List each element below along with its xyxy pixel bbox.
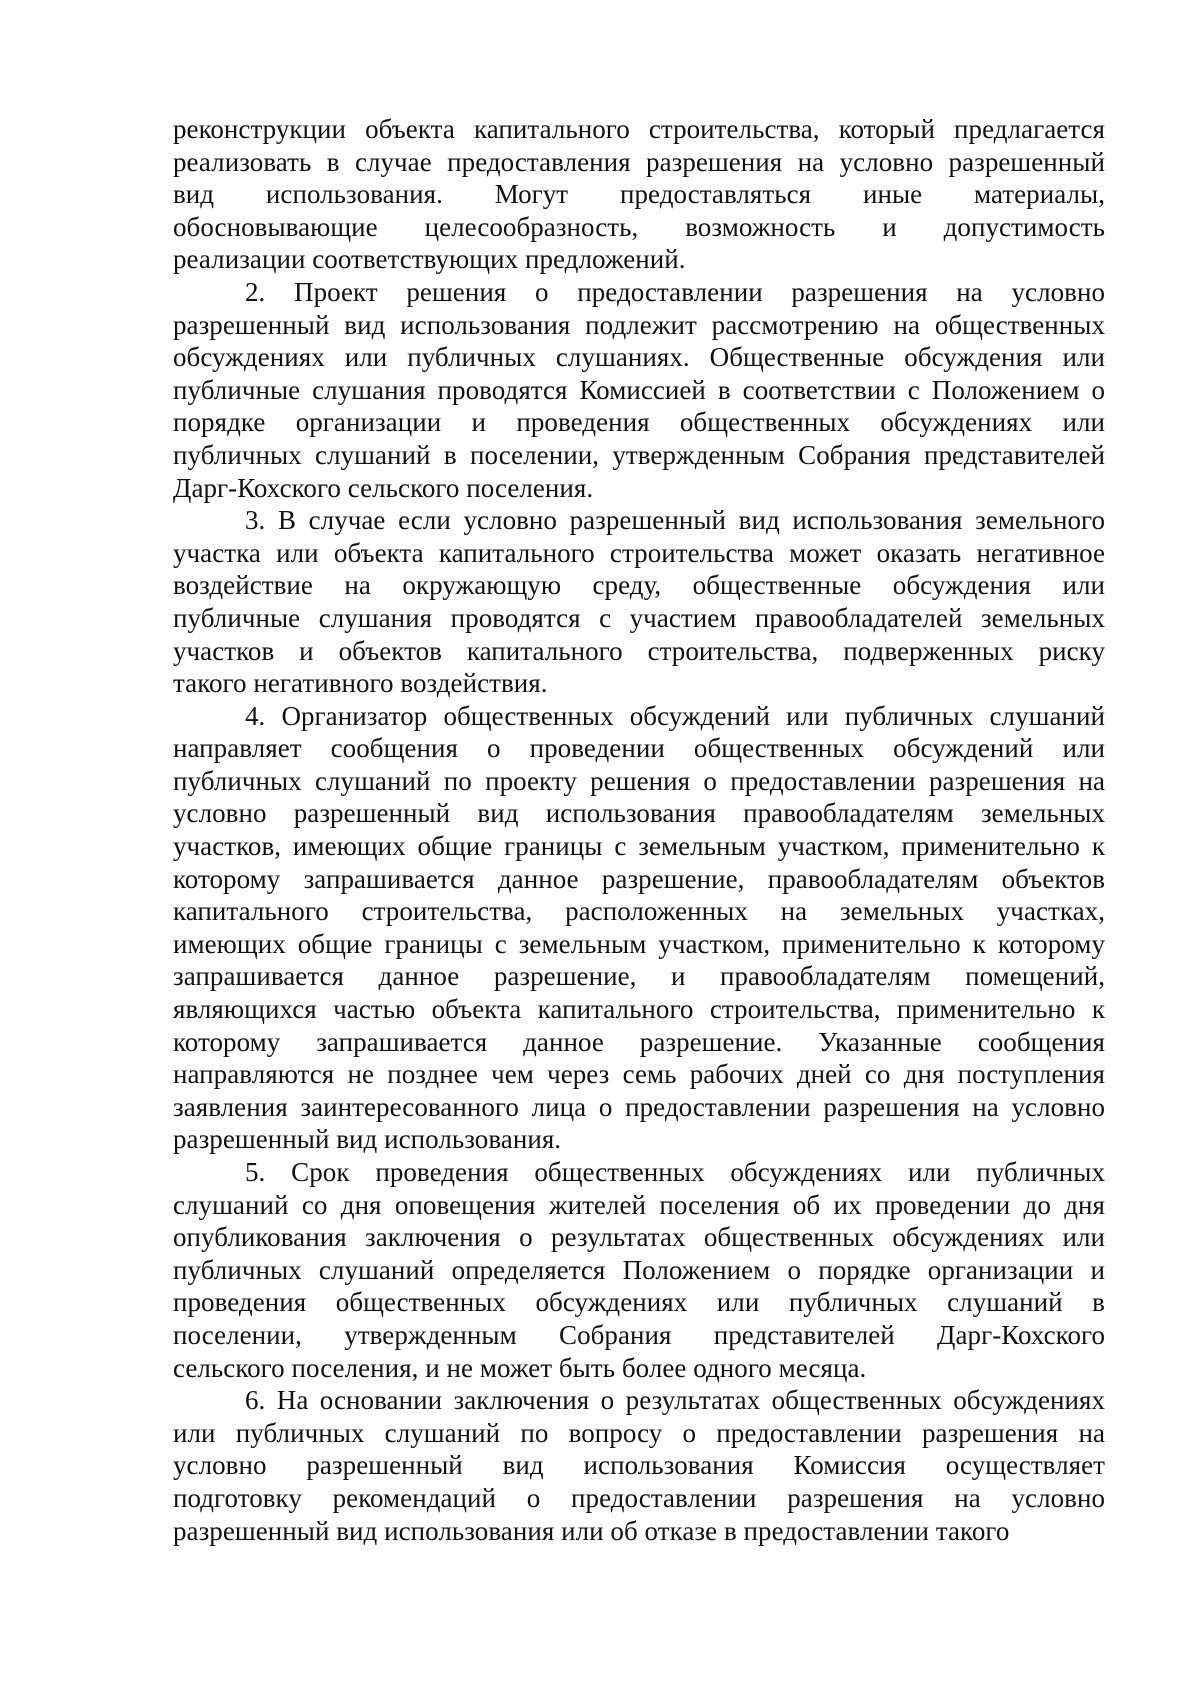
text-line: разрешенный вид использования. (173, 1124, 562, 1155)
text-line: реконструкции объекта капитального строительства, который предлагается (173, 114, 1105, 144)
text-line: реализовать в случае предоставления разрешения на условно разрешенный (173, 146, 1105, 177)
paragraph (173, 113, 1105, 276)
text-line: условно разрешенный вид использования правообладателям земельных (173, 798, 1105, 829)
text-line: проведения общественных обсуждениях или публичных слушаний в (173, 1287, 1105, 1318)
text-line: обосновывающие целесообразность, возможность и допустимость (173, 211, 1105, 242)
text-line: или публичных слушаний по вопросу о предоставлении разрешения на (173, 1417, 1105, 1448)
text-line: Дарг-Кохского сельского поселения. (173, 472, 594, 503)
text-line: воздействие на окружающую среду, общественные обсуждения или (173, 570, 1105, 601)
text-line: направляет сообщения о проведении общественных обсуждений или (173, 733, 1105, 764)
text-line: публичных слушаний по проекту решения о предоставлении разрешения на (173, 765, 1105, 796)
text-line: запрашивается данное разрешение, и правообладателям помещений, (173, 961, 1105, 992)
text-line: слушаний со дня оповещения жителей поселения об их проведении до дня (173, 1189, 1105, 1220)
text-line: публичные слушания проводятся Комиссией в соответствии с Положением о (173, 374, 1105, 405)
paragraph (173, 504, 1105, 700)
paragraph (173, 700, 1105, 1156)
text-line: которому запрашивается данное разрешение, правообладателям объектов (173, 863, 1105, 894)
text-line: участка или объекта капитального строительства может оказать негативное (173, 537, 1105, 568)
text-line: подготовку рекомендаций о предоставлении разрешения на условно (173, 1482, 1105, 1513)
paragraph (173, 276, 1105, 504)
text-line: являющихся частью объекта капитального строительства, применительно к (173, 994, 1105, 1025)
text-line: капитального строительства, расположенных на земельных участках, (173, 896, 1105, 927)
paragraph (173, 1156, 1105, 1384)
text-line: публичные слушания проводятся с участием правообладателей земельных (173, 602, 1105, 633)
text-line: направляются не позднее чем через семь рабочих дней со дня поступления (173, 1059, 1105, 1090)
text-line: 2. Проект решения о предоставлении разрешения на условно (245, 276, 1105, 307)
text-line: 5. Срок проведения общественных обсуждениях или публичных (245, 1157, 1105, 1187)
text-line: такого негативного воздействия. (173, 668, 548, 699)
text-line: разрешенный вид использования подлежит рассмотрению на общественных (173, 309, 1105, 340)
text-line: опубликования заключения о результатах общественных обсуждениях или (173, 1222, 1105, 1253)
text-line: вид использования. Могут предоставляться иные материалы, (173, 179, 1105, 210)
text-line: реализации соответствующих предложений. (173, 244, 686, 275)
paragraph (173, 1384, 1105, 1547)
text-line: публичных слушаний в поселении, утвержденным Собрания представителей (173, 439, 1105, 470)
text-line: условно разрешенный вид использования Комиссия осуществляет (173, 1450, 1105, 1481)
text-line: поселении, утвержденным Собрания представителей Дарг-Кохского (173, 1319, 1105, 1350)
text-line: 3. В случае если условно разрешенный вид использования земельного (245, 505, 1105, 536)
text-line: имеющих общие границы с земельным участком, применительно к которому (173, 928, 1105, 959)
text-line: заявления заинтересованного лица о предоставлении разрешения на условно (173, 1091, 1105, 1122)
text-line: порядке организации и проведения общественных обсуждениях или (173, 407, 1105, 438)
text-line: публичных слушаний определяется Положением о порядке организации и (173, 1254, 1105, 1285)
text-line: которому запрашивается данное разрешение. Указанные сообщения (173, 1026, 1105, 1057)
text-line: участков и объектов капитального строительства, подверженных риску (173, 635, 1105, 666)
text-line: разрешенный вид использования или об отказе в предоставлении такого (173, 1515, 1010, 1546)
text-line: обсуждениях или публичных слушаниях. Общественные обсуждения или (173, 342, 1105, 373)
text-line: 6. На основании заключения о результатах общественных обсуждениях (245, 1385, 1105, 1416)
text-line: участков, имеющих общие границы с земельным участком, применительно к (173, 831, 1105, 862)
text-line: сельского поселения, и не может быть более одного месяца. (173, 1352, 867, 1383)
text-line: 4. Организатор общественных обсуждений или публичных слушаний (245, 700, 1105, 731)
document-body (173, 113, 1105, 1547)
